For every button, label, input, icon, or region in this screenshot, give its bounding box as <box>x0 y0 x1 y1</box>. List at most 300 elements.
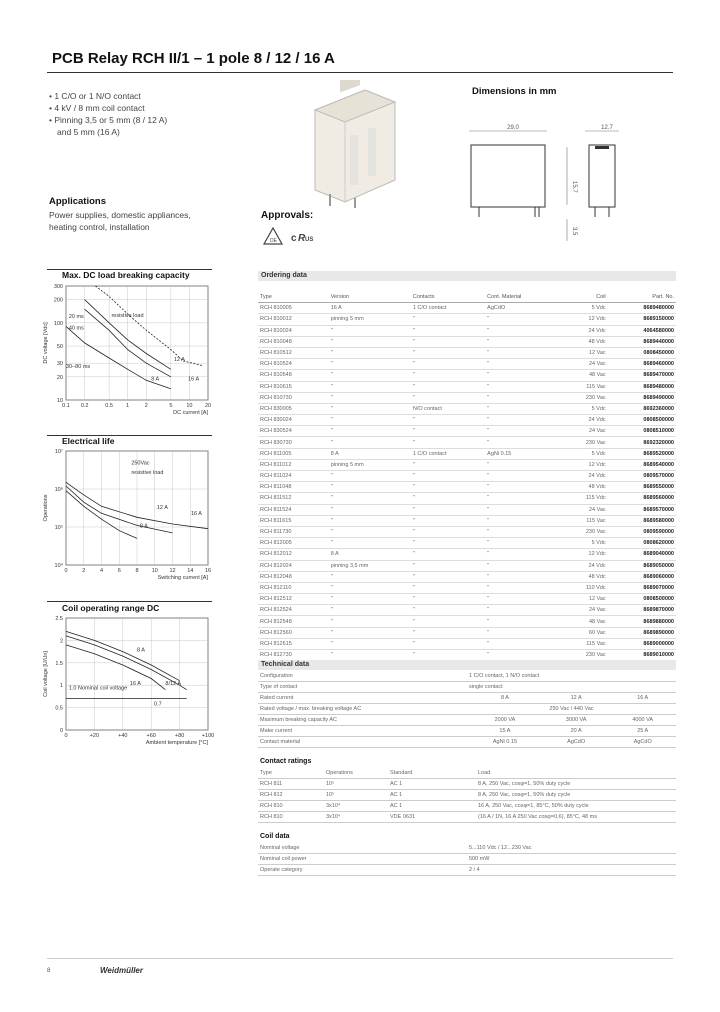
table-cell: 10⁵ <box>324 790 388 801</box>
table-cell: RCH 810024 <box>258 325 329 336</box>
table-cell: AC 1 <box>388 790 476 801</box>
table-cell: " <box>329 582 411 593</box>
coil-value: 2 / 4 <box>467 865 676 876</box>
col-contacts: Contacts <box>411 292 485 303</box>
table-cell: 48 Vac <box>561 370 608 381</box>
table-row <box>258 627 676 638</box>
table-cell: " <box>411 336 485 347</box>
table-row <box>258 303 676 314</box>
applications-heading: Applications <box>49 196 107 207</box>
table-row <box>258 359 676 370</box>
table-cell: 24 Vac <box>561 359 608 370</box>
table-cell: 230 Vac <box>561 392 608 403</box>
feature-item: • 1 C/O or 1 N/O contact <box>49 91 141 101</box>
table-cell: 10⁵ <box>324 779 388 790</box>
table-cell: " <box>485 415 561 426</box>
chart-rule <box>47 601 212 602</box>
table-cell: 1 C/O contact <box>411 448 485 459</box>
table-row <box>258 638 676 649</box>
dim-height: 15.7 <box>571 181 577 193</box>
col-version: Version <box>329 292 411 303</box>
table-cell: 8692320000 <box>608 437 676 448</box>
table-cell: " <box>411 594 485 605</box>
table-cell: RCH 830024 <box>258 415 329 426</box>
table-cell: 8689560000 <box>608 493 676 504</box>
tech-label: Make current <box>258 726 467 737</box>
table-cell: " <box>329 526 411 537</box>
table-cell: 8689890000 <box>608 627 676 638</box>
table-cell: 0808500000 <box>608 415 676 426</box>
table-cell: " <box>485 582 561 593</box>
table-row <box>258 482 676 493</box>
table-cell: " <box>411 359 485 370</box>
table-cell: 12 Vac <box>561 347 608 358</box>
table-cell: " <box>411 560 485 571</box>
table-cell: 24 Vdc <box>561 415 608 426</box>
applications-line: heating control, installation <box>49 222 150 232</box>
chart-annotation: resistive load <box>111 312 144 319</box>
table-cell: 0808620000 <box>608 538 676 549</box>
x-tick-label: 0 <box>64 733 68 739</box>
table-row <box>258 314 676 325</box>
table-row <box>258 582 676 593</box>
col-partno: Part. No. <box>608 292 676 303</box>
tech-label: Type of contact <box>258 682 467 693</box>
x-tick-label: 0.5 <box>105 403 113 409</box>
relay-product-image <box>300 80 400 210</box>
table-row <box>258 616 676 627</box>
table-cell: 3x10⁴ <box>324 812 388 823</box>
table-cell: RCH 830730 <box>258 437 329 448</box>
svg-text:R: R <box>298 233 306 244</box>
tech-value: 250 Vac / 440 Vac <box>467 704 676 715</box>
table-cell: " <box>485 471 561 482</box>
table-row <box>258 704 676 715</box>
table-cell: 24 Vac <box>561 426 608 437</box>
feature-item: • Pinning 3,5 or 5 mm (8 / 12 A) <box>49 115 168 125</box>
table-cell: 12 Vdc <box>561 459 608 470</box>
chart-annotation: 20 ms <box>68 313 84 320</box>
tech-value: 15 A <box>467 726 543 737</box>
table-cell: 8 A <box>329 549 411 560</box>
table-cell: " <box>411 381 485 392</box>
x-tick-label: +40 <box>118 733 128 739</box>
table-row <box>258 370 676 381</box>
table-cell: " <box>411 392 485 403</box>
y-axis-label: Coil voltage [U/Un] <box>43 651 49 697</box>
table-cell: " <box>329 471 411 482</box>
chart-annotation: 8 A <box>137 647 145 654</box>
table-cell: 48 Vdc <box>561 571 608 582</box>
table-cell: " <box>411 415 485 426</box>
y-axis-label: Operations <box>43 494 49 522</box>
table-row <box>258 790 676 801</box>
table-row <box>258 448 676 459</box>
table-cell: " <box>329 627 411 638</box>
ordering-table <box>258 292 676 661</box>
table-row <box>258 403 676 414</box>
table-row <box>258 843 676 854</box>
table-cell: 0809590000 <box>608 526 676 537</box>
x-axis-label: DC current [A] <box>173 410 208 416</box>
table-cell: RCH 830524 <box>258 426 329 437</box>
table-row <box>258 325 676 336</box>
table-row <box>258 381 676 392</box>
ratings-table <box>258 768 676 823</box>
chart-title: Max. DC load breaking capacity <box>62 270 190 280</box>
ratings-col: Load <box>476 768 676 779</box>
table-cell: " <box>411 582 485 593</box>
table-cell: 8689460000 <box>608 359 676 370</box>
table-cell: RCH 810512 <box>258 347 329 358</box>
table-cell: N/O contact <box>411 403 485 414</box>
table-cell: " <box>329 650 411 661</box>
table-cell: 8689000000 <box>608 638 676 649</box>
table-row <box>258 671 676 682</box>
table-cell: " <box>411 314 485 325</box>
tech-value: 4000 VA <box>609 715 676 726</box>
table-cell: 0808500000 <box>608 594 676 605</box>
table-cell: 8 A <box>329 448 411 459</box>
table-cell: RCH 812012 <box>258 549 329 560</box>
x-tick-label: 5 <box>169 403 173 409</box>
table-cell: RCH 810048 <box>258 336 329 347</box>
table-cell: 5 Vdc <box>561 403 608 414</box>
x-tick-label: +60 <box>146 733 156 739</box>
tech-value: AgCdO <box>543 737 610 748</box>
coil-label: Nominal voltage <box>258 843 467 854</box>
table-cell: " <box>329 370 411 381</box>
tech-value: 8 A <box>467 693 543 704</box>
x-tick-label: 6 <box>117 568 121 574</box>
tech-value: 12 A <box>543 693 610 704</box>
table-cell: " <box>411 482 485 493</box>
table-row <box>258 392 676 403</box>
chart-annotation: 12 A <box>173 357 185 364</box>
table-cell: 48 Vdc <box>561 482 608 493</box>
dim-width-front: 29.0 <box>507 125 519 131</box>
table-cell: RCH 812512 <box>258 594 329 605</box>
table-cell: pinning 5 mm <box>329 459 411 470</box>
table-cell: " <box>485 549 561 560</box>
table-cell: RCH 810 <box>258 812 324 823</box>
x-tick-label: 12 <box>169 568 176 574</box>
x-tick-label: 4 <box>99 568 104 574</box>
table-row <box>258 854 676 865</box>
table-row <box>258 471 676 482</box>
table-cell: " <box>485 392 561 403</box>
footer-rule <box>47 958 673 959</box>
table-cell: " <box>411 471 485 482</box>
coil-range-chart <box>40 612 220 762</box>
table-row <box>258 682 676 693</box>
table-cell: 8689520000 <box>608 448 676 459</box>
y-tick-label: 30 <box>56 361 63 368</box>
tech-value: 16 A <box>609 693 676 704</box>
table-cell: " <box>411 538 485 549</box>
table-cell: " <box>485 571 561 582</box>
tech-label: Contact material <box>258 737 467 748</box>
chart-annotation: 1.0 Nominal coil voltage <box>68 685 128 692</box>
tech-value: 25 A <box>609 726 676 737</box>
y-tick-label: 10⁷ <box>54 449 63 455</box>
table-cell: " <box>485 504 561 515</box>
x-tick-label: 0 <box>64 568 68 574</box>
ordering-heading: Ordering data <box>258 271 676 281</box>
svg-text:DE: DE <box>270 238 277 244</box>
y-tick-label: 10⁴ <box>54 563 63 569</box>
table-cell: 24 Vdc <box>561 560 608 571</box>
table-cell: AC 1 <box>388 801 476 812</box>
chart-annotation: 30–80 ms <box>66 364 91 371</box>
table-cell: " <box>329 538 411 549</box>
table-cell: 8689550000 <box>608 482 676 493</box>
chart-annotation: 8/12 A <box>165 681 182 688</box>
table-cell: 48 Vac <box>561 616 608 627</box>
table-cell: " <box>329 336 411 347</box>
table-cell: " <box>411 526 485 537</box>
tech-label: Rated voltage / max. breaking voltage AC <box>258 704 467 715</box>
table-cell: " <box>329 359 411 370</box>
table-row <box>258 801 676 812</box>
table-cell: 5 Vdc <box>561 538 608 549</box>
table-row <box>258 526 676 537</box>
dim-width-side: 12.7 <box>601 125 613 131</box>
table-cell: 60 Vac <box>561 627 608 638</box>
page-title: PCB Relay RCH II/1 – 1 pole 8 / 12 / 16 A <box>52 50 335 67</box>
table-cell: " <box>411 325 485 336</box>
table-row <box>258 693 676 704</box>
table-cell: RCH 811615 <box>258 515 329 526</box>
table-cell: " <box>485 437 561 448</box>
x-tick-label: 2 <box>144 403 148 409</box>
ul-mark-us: US <box>305 237 314 243</box>
x-tick-label: 10 <box>186 403 193 409</box>
table-row <box>258 571 676 582</box>
table-cell: 16 A, 250 Vac, cosφ=1, 85°C, 50% duty cycle <box>476 801 676 812</box>
table-cell: " <box>485 359 561 370</box>
feature-list <box>49 90 167 138</box>
table-cell: " <box>411 347 485 358</box>
table-cell: " <box>485 403 561 414</box>
chart-title: Coil operating range DC <box>62 603 160 613</box>
chart-annotation: 16 A <box>129 681 141 688</box>
table-cell: 230 Vac <box>561 437 608 448</box>
table-cell: RCH 812 <box>258 790 324 801</box>
table-row <box>258 504 676 515</box>
y-tick-label: 10⁵ <box>54 525 63 531</box>
table-cell: 3x10⁴ <box>324 801 388 812</box>
table-row <box>258 437 676 448</box>
table-cell: " <box>485 526 561 537</box>
table-cell: " <box>329 515 411 526</box>
brand-logo: Weidmüller <box>100 966 143 975</box>
table-cell: 110 Vdc <box>561 582 608 593</box>
chart-title: Electrical life <box>62 436 115 446</box>
table-cell: 8692360000 <box>608 403 676 414</box>
y-tick-label: 0 <box>59 728 63 734</box>
table-row <box>258 726 676 737</box>
table-cell: 8689540000 <box>608 459 676 470</box>
y-tick-label: 50 <box>56 344 63 351</box>
col-material: Cont. Material <box>485 292 561 303</box>
title-rule <box>47 72 673 73</box>
table-cell: " <box>411 627 485 638</box>
table-cell: 0808450000 <box>608 347 676 358</box>
table-cell: 0808510000 <box>608 426 676 437</box>
table-cell: 115 Vac <box>561 638 608 649</box>
table-cell: 5 Vdc <box>561 303 608 314</box>
table-row <box>258 594 676 605</box>
y-tick-label: 1 <box>59 683 63 690</box>
table-cell: " <box>485 538 561 549</box>
tech-value: 2000 VA <box>467 715 543 726</box>
table-cell: " <box>485 459 561 470</box>
table-cell: " <box>485 370 561 381</box>
ratings-col: Operations <box>324 768 388 779</box>
table-cell: 8 A, 250 Vac, cosφ=1, 50% duty cycle <box>476 779 676 790</box>
table-cell: " <box>329 571 411 582</box>
table-cell: " <box>485 605 561 616</box>
table-cell: 8689050000 <box>608 560 676 571</box>
table-cell: RCH 812548 <box>258 616 329 627</box>
x-axis-label: Ambient temperature [°C] <box>145 740 208 746</box>
chart-annotation: resistive load <box>131 469 164 476</box>
table-cell: RCH 810524 <box>258 359 329 370</box>
ul-mark-icon: c <box>291 233 297 244</box>
electrical-life-chart <box>40 445 220 590</box>
table-cell: RCH 810548 <box>258 370 329 381</box>
table-cell: " <box>411 493 485 504</box>
table-cell: 4064580000 <box>608 325 676 336</box>
series-line-resistive-load <box>95 286 202 366</box>
table-cell: 8689880000 <box>608 616 676 627</box>
x-tick-label: 14 <box>187 568 194 574</box>
table-cell: " <box>411 370 485 381</box>
coil-heading: Coil data <box>260 833 290 840</box>
approvals-heading: Approvals: <box>261 210 314 221</box>
table-cell: 12 Vdc <box>561 314 608 325</box>
table-cell: " <box>411 504 485 515</box>
tech-value: 3000 VA <box>543 715 610 726</box>
table-cell: 16 A <box>329 303 411 314</box>
x-tick-label: 20 <box>204 403 212 409</box>
table-cell: 48 Vdc <box>561 336 608 347</box>
table-row <box>258 426 676 437</box>
plot-frame <box>66 618 208 730</box>
tech-label: Rated current <box>258 693 467 704</box>
coil-value: 5...110 Vdc / 12...230 Vac <box>467 843 676 854</box>
table-cell: (16 A / 1N, 16 A 250 Vac cosφ=0,6), 85°C, 48 ms <box>476 812 676 823</box>
table-cell: " <box>329 437 411 448</box>
table-cell: " <box>329 426 411 437</box>
col-type: Type <box>258 292 329 303</box>
applications-line: Power supplies, domestic appliances, <box>49 210 191 220</box>
table-cell: " <box>485 314 561 325</box>
table-row <box>258 549 676 560</box>
table-cell: RCH 812048 <box>258 571 329 582</box>
technical-table <box>258 671 676 748</box>
table-cell: 8689580000 <box>608 515 676 526</box>
table-cell: 8689440000 <box>608 336 676 347</box>
table-row <box>258 493 676 504</box>
feature-item: • 4 kV / 8 mm coil contact <box>49 103 145 113</box>
table-row <box>258 415 676 426</box>
table-cell: RCH 812615 <box>258 638 329 649</box>
y-tick-label: 2.5 <box>55 616 63 622</box>
table-cell: 24 Vac <box>561 605 608 616</box>
dimensions-heading: Dimensions in mm <box>472 86 557 97</box>
table-row <box>258 715 676 726</box>
table-cell: RCH 811005 <box>258 448 329 459</box>
table-cell: AgNi 0.15 <box>485 448 561 459</box>
table-cell: 8689870000 <box>608 605 676 616</box>
y-tick-label: 300 <box>53 284 63 290</box>
table-cell: " <box>329 403 411 414</box>
feature-item: and 5 mm (16 A) <box>57 127 120 137</box>
x-tick-label: 16 <box>204 568 212 574</box>
table-cell: 8689570000 <box>608 504 676 515</box>
table-cell: AgCdO <box>485 303 561 314</box>
chart-annotation: 8 A <box>151 376 160 383</box>
table-cell: " <box>485 336 561 347</box>
table-row <box>258 347 676 358</box>
x-tick-label: 10 <box>151 568 158 574</box>
table-cell: " <box>485 347 561 358</box>
table-cell: RCH 811 <box>258 779 324 790</box>
x-tick-label: +100 <box>201 733 215 739</box>
table-cell: RCH 811048 <box>258 482 329 493</box>
table-row <box>258 560 676 571</box>
table-row <box>258 737 676 748</box>
table-cell: " <box>411 650 485 661</box>
dc-breaking-chart <box>40 280 220 425</box>
table-cell: RCH 812024 <box>258 560 329 571</box>
x-tick-label: 2 <box>82 568 86 574</box>
table-cell: 1 C/O contact <box>411 303 485 314</box>
table-cell: " <box>329 605 411 616</box>
table-cell: RCH 811524 <box>258 504 329 515</box>
table-cell: RCH 812005 <box>258 538 329 549</box>
table-cell: pinning 5 mm <box>329 314 411 325</box>
ratings-col: Standard <box>388 768 476 779</box>
x-tick-label: 1 <box>126 403 130 409</box>
table-cell: " <box>329 482 411 493</box>
table-cell: " <box>329 493 411 504</box>
table-cell: " <box>411 571 485 582</box>
chart-annotation: 12 A <box>156 505 168 512</box>
table-row <box>258 538 676 549</box>
table-cell: " <box>329 616 411 627</box>
tech-value: 1 C/O contact, 1 N/O contact <box>467 671 676 682</box>
y-tick-label: 20 <box>56 374 63 381</box>
table-cell: " <box>485 627 561 638</box>
table-cell: RCH 812730 <box>258 650 329 661</box>
table-row <box>258 865 676 876</box>
table-cell: 8689150000 <box>608 314 676 325</box>
y-tick-label: 0.5 <box>55 705 63 712</box>
table-cell: " <box>329 504 411 515</box>
table-cell: 115 Vac <box>561 515 608 526</box>
table-cell: 12 Vac <box>561 594 608 605</box>
plot-frame <box>66 286 208 400</box>
table-cell: " <box>485 493 561 504</box>
table-cell: " <box>411 638 485 649</box>
table-cell: RCH 811024 <box>258 471 329 482</box>
y-tick-label: 1.5 <box>55 660 63 667</box>
col-coil: Coil <box>561 292 608 303</box>
table-cell: 0809570000 <box>608 471 676 482</box>
